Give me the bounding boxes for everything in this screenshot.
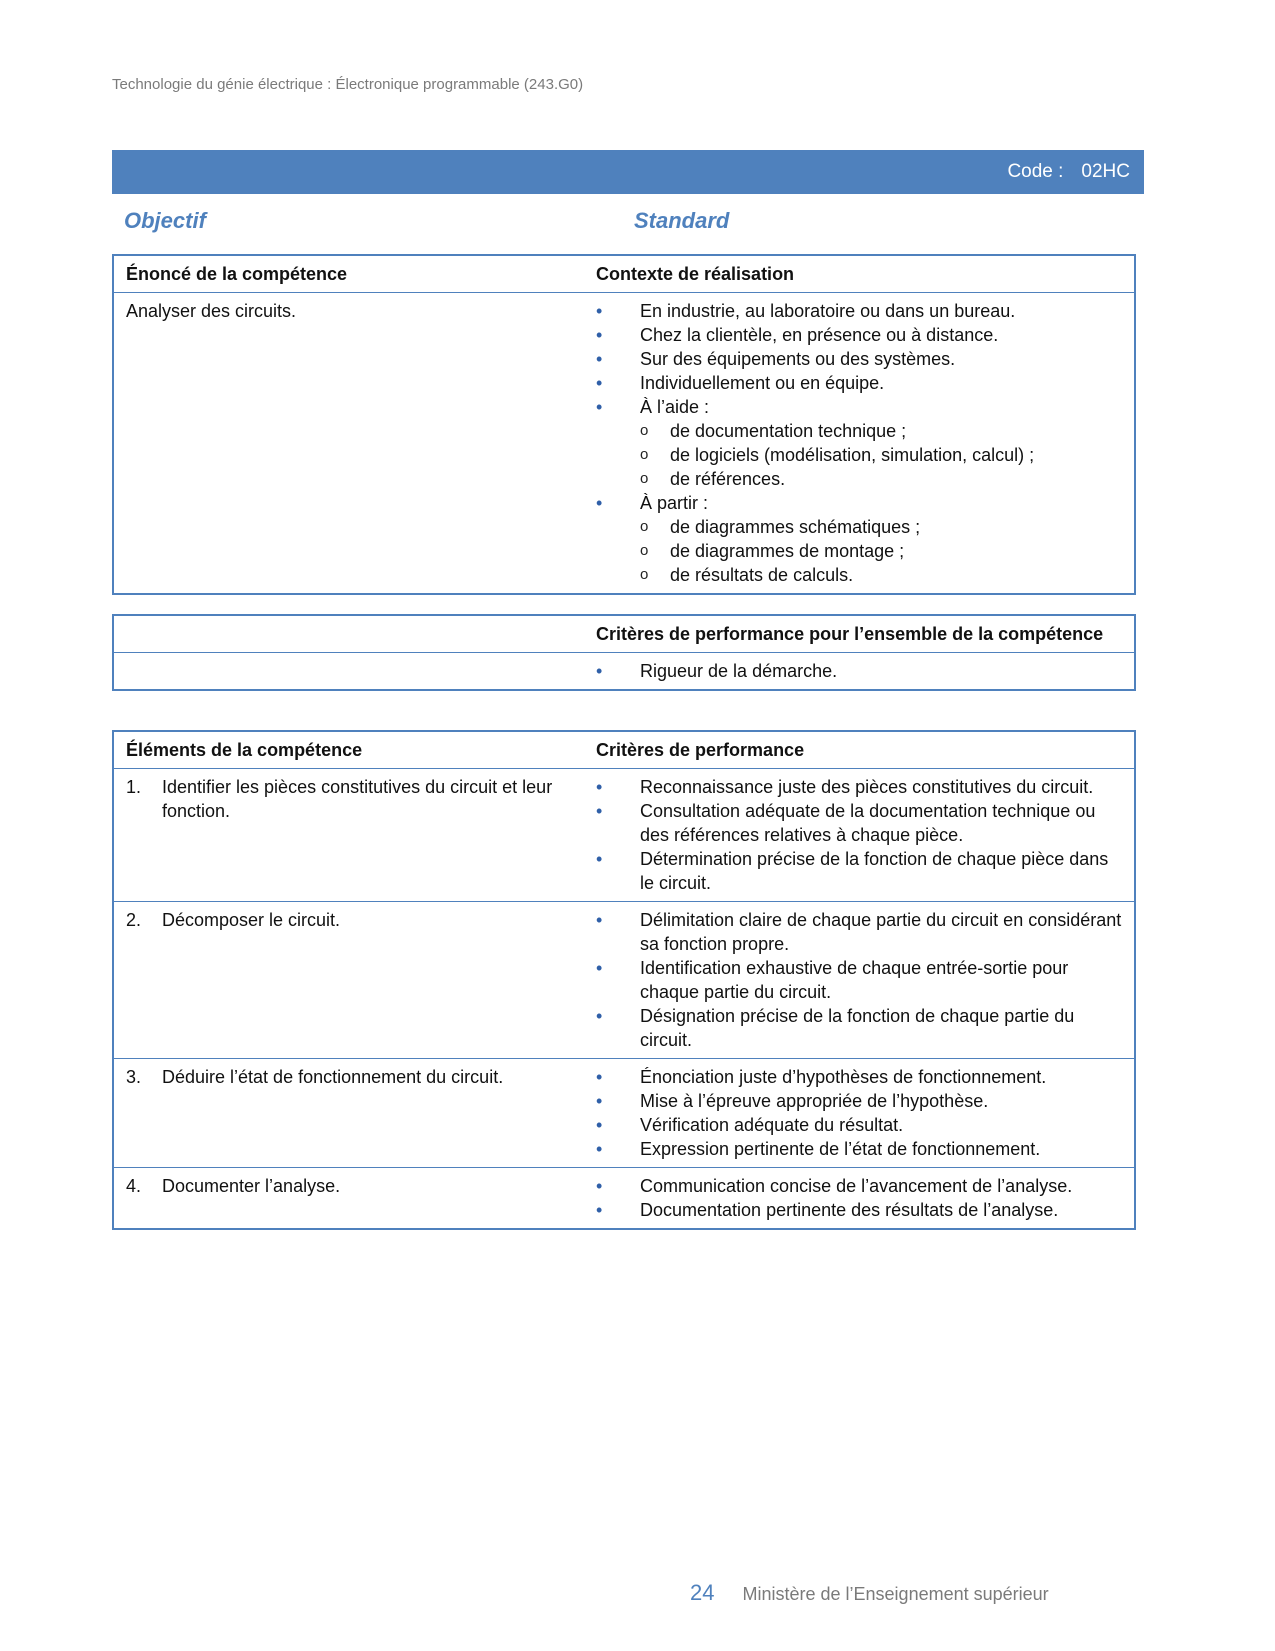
aide-subitem: o de logiciels (modélisation, simulation, calcul) ; [640, 443, 1122, 467]
element-row [114, 1058, 1134, 1167]
contexte-item-aide-label: À l’aide : [640, 397, 710, 417]
running-header: Technologie du génie électrique : Électronique programmable (243.G0) [112, 76, 584, 93]
element-number: 4. [126, 1176, 142, 1196]
element-number: 2. [126, 910, 142, 930]
element-text: Déduire l’état de fonctionnement du circuit. [162, 1067, 504, 1087]
criteria-item: • Expression pertinente de l’état de fonctionnement. [596, 1137, 1122, 1161]
page-number: 24 [690, 1580, 715, 1605]
element-item [126, 1174, 596, 1198]
criteres-header: Critères de performance [596, 740, 805, 760]
element-item [126, 908, 596, 932]
objectif-heading: Objectif [124, 208, 206, 233]
ensemble-empty-cell [114, 653, 596, 689]
partir-subitem: o de diagrammes de montage ; [640, 539, 1122, 563]
ensemble-header: Critères de performance pour l’ensemble de la compétence [596, 624, 1104, 644]
criteria-item: • Mise à l’épreuve appropriée de l’hypothèse. [596, 1089, 1122, 1113]
contexte-item-aide [596, 395, 1122, 491]
elements-header-row [114, 732, 1134, 768]
criteria-list [596, 1059, 1134, 1167]
criteria-list [596, 902, 1134, 1058]
element-cell [114, 769, 596, 901]
ministry-name: Ministère de l’Enseignement supérieur [742, 1584, 1049, 1604]
criteria-item: • Vérification adéquate du résultat. [596, 1113, 1122, 1137]
element-number: 3. [126, 1067, 142, 1087]
contexte-item-partir [596, 491, 1122, 587]
ensemble-header-row [114, 616, 1134, 652]
element-cell [114, 1059, 596, 1167]
element-cell [114, 902, 596, 1058]
criteria-item: • Documentation pertinente des résultats de l’analyse. [596, 1198, 1122, 1222]
enonce-text: Analyser des circuits. [126, 301, 297, 321]
partir-subitem: o de résultats de calculs. [640, 563, 1122, 587]
criteria-list [596, 1168, 1134, 1228]
criteria-item: • Consultation adéquate de la documentation technique ou des références relatives à chaque pièce. [596, 799, 1122, 847]
element-row [114, 768, 1134, 901]
standard-heading: Standard [634, 208, 730, 233]
ensemble-empty-cell [114, 616, 596, 652]
competence-table [112, 254, 1136, 595]
criteria-item: • Désignation précise de la fonction de chaque partie du circuit. [596, 1004, 1122, 1052]
contexte-item-partir-label: À partir : [640, 493, 709, 513]
elements-table [112, 730, 1136, 1230]
code-bar [112, 150, 1144, 194]
enonce-header: Énoncé de la compétence [126, 264, 348, 284]
contexte-list [596, 293, 1134, 593]
contexte-item: • En industrie, au laboratoire ou dans un bureau. [596, 299, 1122, 323]
criteria-item: • Énonciation juste d’hypothèses de fonctionnement. [596, 1065, 1122, 1089]
contexte-item: • Chez la clientèle, en présence ou à distance. [596, 323, 1122, 347]
elements-header: Éléments de la compétence [126, 740, 363, 760]
element-item [126, 775, 596, 823]
ensemble-table [112, 614, 1136, 691]
aide-subitem: o de références. [640, 467, 1122, 491]
partir-subitem: o de diagrammes schématiques ; [640, 515, 1122, 539]
element-text: Identifier les pièces constitutives du circuit et leur fonction. [162, 777, 553, 821]
criteria-item: • Détermination précise de la fonction de chaque pièce dans le circuit. [596, 847, 1122, 895]
code-label: Code : [1007, 161, 1064, 182]
criteria-item: • Délimitation claire de chaque partie du circuit en considérant sa fonction propre. [596, 908, 1122, 956]
criteria-item: • Communication concise de l’avancement de l’analyse. [596, 1174, 1122, 1198]
ensemble-item: • Rigueur de la démarche. [596, 659, 1122, 683]
code-value: 02HC [1081, 161, 1130, 182]
aide-subitem: o de documentation technique ; [640, 419, 1122, 443]
element-row [114, 901, 1134, 1058]
criteria-item: • Reconnaissance juste des pièces constitutives du circuit. [596, 775, 1122, 799]
contexte-item: • Individuellement ou en équipe. [596, 371, 1122, 395]
element-item [126, 1065, 596, 1089]
competence-body-row [114, 292, 1134, 593]
competence-header-row [114, 256, 1134, 292]
contexte-item: • Sur des équipements ou des systèmes. [596, 347, 1122, 371]
element-text: Décomposer le circuit. [162, 910, 341, 930]
contexte-header: Contexte de réalisation [596, 264, 795, 284]
ensemble-list [596, 653, 1134, 689]
criteria-list [596, 769, 1134, 901]
criteria-item: • Identification exhaustive de chaque entrée-sortie pour chaque partie du circuit. [596, 956, 1122, 1004]
ensemble-body-row [114, 652, 1134, 689]
element-row [114, 1167, 1134, 1228]
element-text: Documenter l’analyse. [162, 1176, 341, 1196]
element-cell [114, 1168, 596, 1228]
page-footer [690, 1580, 1049, 1606]
element-number: 1. [126, 777, 142, 797]
